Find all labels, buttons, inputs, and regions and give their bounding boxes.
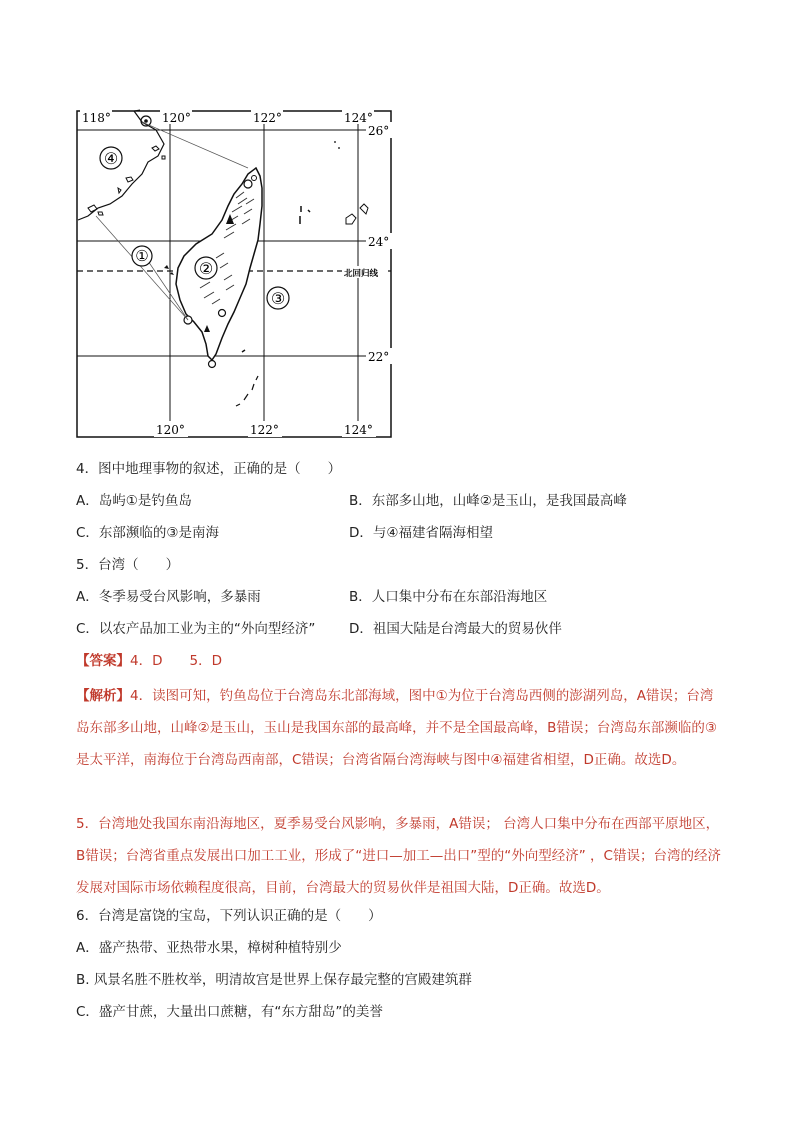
tick-top-118: 118° [82,111,111,125]
southern-tip-marker [209,361,216,368]
q6-option-c[interactable]: C．盛产甘蔗，大量出口蔗糖，有“东方甜岛”的美誉 [76,1004,383,1020]
analysis-text-1: 4．读图可知，钓鱼岛位于台湾岛东北部海域，图中①为位于台湾岛西侧的澎湖列岛，A错误；台湾岛东部多山地，山峰②是玉山，玉山是我国东部的最高峰，并不是全国最高峰，B错误；台湾岛东部濒临的③是太平洋，南海位于台湾岛西南部，C错误；台湾省隔台湾海峡与图中④福建省相望，D正确。故选D。 [76,688,717,768]
q5-option-c[interactable]: C．以农产品加工业为主的“外向型经济” [76,621,316,637]
marker-3: ③ [270,289,286,308]
diaoyu-islands [300,206,310,224]
q4-option-c[interactable]: C．东部濒临的③是南海 [76,525,220,541]
answer-text: 4．D 5．D [130,653,222,669]
answer-tag: 【答案】 [76,653,130,669]
q5-stem: 5．台湾（ ） [76,557,180,573]
tick-bottom-124: 124° [344,423,373,437]
q4-option-a[interactable]: A．岛屿①是钓鱼岛 [76,493,192,509]
q4-option-d[interactable]: D．与④福建省隔海相望 [349,525,493,541]
taitung-marker [219,310,226,317]
map-figure [76,108,392,438]
lanyu-islets [236,376,258,406]
analysis-paragraph-1 [76,680,726,776]
marker-1: ① [135,247,149,265]
fujian-coast [78,111,164,220]
tick-right-22: 22° [368,350,390,364]
tick-top-120: 120° [162,111,191,125]
taipei-marker [244,180,252,188]
tick-right-24: 24° [368,235,390,249]
tick-top-124: 124° [344,111,373,125]
connector-line [142,122,248,168]
answer-line [76,651,222,671]
q4-option-b[interactable]: B．东部多山地，山峰②是玉山，是我国最高峰 [349,493,627,509]
tick-right-26: 26° [368,124,390,138]
q4-stem: 4．图中地理事物的叙述，正确的是（ ） [76,461,342,477]
q5-option-a[interactable]: A．冬季易受台风影响，多暴雨 [76,589,261,605]
q6-stem: 6．台湾是富饶的宝岛，下列认识正确的是（ ） [76,908,382,924]
tick-bottom-120: 120° [156,423,185,437]
q6-option-a[interactable]: A．盛产热带、亚热带水果，樟树种植特别少 [76,940,342,956]
taiwan-island [176,168,262,360]
taiwan-map [76,108,392,438]
analysis-paragraph-2: 5．台湾地处我国东南沿海地区，夏季易受台风影响，多暴雨，A错误； 台湾人口集中分布在西部平原地区，B错误；台湾省重点发展出口加工工业，形成了“进口—加工—出口”型的“外向型经济” ，C错误；台湾的经济发展对国际市场依赖程度很高，目前，台湾最大的贸易伙伴是祖国大陆，D正确。故选D。 [76,816,721,896]
analysis-tag: 【解析】 [76,688,130,704]
tropic-label: 北回归线 [344,269,379,279]
tick-top-122: 122° [253,111,282,125]
marker-2: ② [198,259,214,278]
q6-option-b[interactable]: B. 风景名胜不胜枚举，明清故宫是世界上保存最完整的宫殿建筑群 [76,972,472,988]
q5-option-d[interactable]: D．祖国大陆是台湾最大的贸易伙伴 [349,621,562,637]
tick-bottom-122: 122° [250,423,279,437]
q5-option-b[interactable]: B．人口集中分布在东部沿海地区 [349,589,548,605]
marker-4: ④ [103,149,119,168]
